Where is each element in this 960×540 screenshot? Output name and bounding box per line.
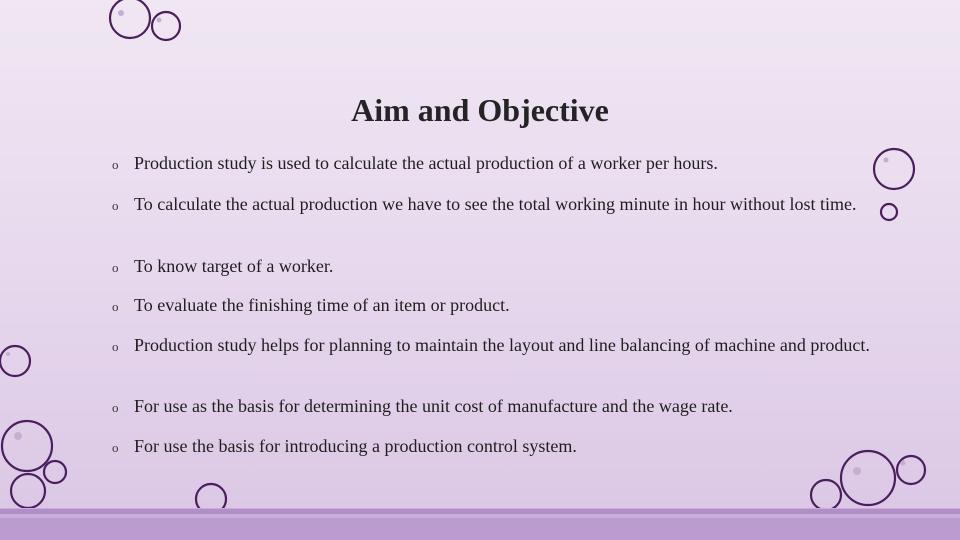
bubble-circle bbox=[881, 204, 897, 220]
bullet-item bbox=[110, 334, 880, 356]
bullet-text: Production study helps for planning to maintain the layout and line balancing of machine and product. bbox=[134, 335, 870, 355]
bullet-marker: o bbox=[112, 198, 119, 213]
bubble-dot bbox=[853, 467, 861, 475]
bubble-circle bbox=[874, 149, 914, 189]
bullet-marker: o bbox=[112, 400, 119, 415]
bullet-text: To evaluate the finishing time of an item or product. bbox=[134, 295, 510, 315]
bullet-marker: o bbox=[112, 339, 119, 354]
bullet-text: Production study is used to calculate the actual production of a worker per hours. bbox=[134, 153, 718, 173]
bullet-marker: o bbox=[112, 440, 119, 455]
bubble-circle bbox=[110, 0, 150, 38]
bottom-band-line bbox=[0, 509, 960, 514]
bubble-dot bbox=[884, 158, 889, 163]
bubble-circle bbox=[0, 346, 30, 376]
bubble-dot bbox=[157, 18, 162, 23]
bullet-text: For use as the basis for determining the unit cost of manufacture and the wage rate. bbox=[134, 396, 733, 416]
bubble-dot bbox=[118, 10, 124, 16]
bubble-circle bbox=[841, 451, 895, 505]
bullet-item bbox=[110, 193, 880, 215]
bubble-circle bbox=[811, 480, 841, 510]
bubble-dot bbox=[901, 461, 906, 466]
bullet-marker: o bbox=[112, 260, 119, 275]
bullet-item bbox=[110, 255, 880, 277]
slide-title: Aim and Objective bbox=[351, 92, 609, 128]
bubble-dot bbox=[14, 432, 22, 440]
bullet-item bbox=[110, 152, 880, 174]
bullet-item bbox=[110, 294, 880, 316]
bullet-marker: o bbox=[112, 157, 119, 172]
bubble-circle bbox=[11, 474, 45, 508]
bullet-item bbox=[110, 395, 880, 417]
bullet-marker: o bbox=[112, 299, 119, 314]
bottom-band-base bbox=[0, 518, 960, 540]
bullet-item bbox=[110, 435, 880, 457]
bubble-circle bbox=[2, 421, 52, 471]
bullet-text: To calculate the actual production we have to see the total working minute in hour without lost time. bbox=[134, 194, 857, 214]
bubble-circle bbox=[152, 12, 180, 40]
bullet-text: To know target of a worker. bbox=[134, 256, 334, 276]
bubble-circle bbox=[897, 456, 925, 484]
bullet-text: For use the basis for introducing a production control system. bbox=[134, 436, 577, 456]
bubble-dot bbox=[6, 352, 10, 356]
bubble-circle bbox=[44, 461, 66, 483]
